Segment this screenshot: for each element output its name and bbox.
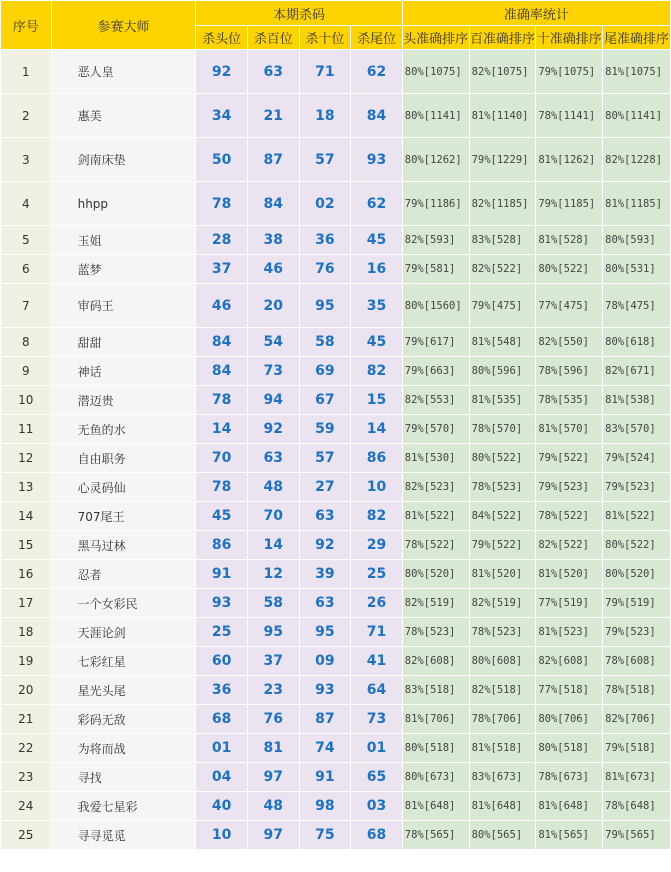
kill-hundreds: 97 [248, 763, 299, 791]
kill-tens: 63 [300, 589, 351, 617]
table-row [1, 386, 670, 414]
kill-hundreds: 73 [248, 357, 299, 385]
stat-tail: 81%[1075] [603, 50, 670, 93]
master-name: 审码王 [52, 284, 196, 327]
master-name: 寻找 [52, 763, 196, 791]
stat-hundreds: 80%[596] [470, 357, 536, 385]
stat-tail: 79%[523] [603, 618, 670, 646]
kill-hundreds: 21 [248, 94, 299, 137]
stat-head: 79%[581] [403, 255, 469, 283]
master-name: 星光头尾 [52, 676, 196, 704]
stat-tens: 81%[523] [536, 618, 602, 646]
kill-tens: 36 [300, 226, 351, 254]
stat-tens: 77%[518] [536, 676, 602, 704]
kill-tail: 10 [351, 473, 402, 501]
row-seq: 4 [1, 182, 51, 225]
kill-tail: 86 [351, 444, 402, 472]
row-seq: 8 [1, 328, 51, 356]
table-row [1, 284, 670, 327]
header-stat-tail: 尾准确排序 [603, 26, 670, 49]
stat-head: 82%[553] [403, 386, 469, 414]
stat-head: 78%[565] [403, 821, 469, 849]
row-seq: 14 [1, 502, 51, 530]
kill-hundreds: 54 [248, 328, 299, 356]
kill-tail: 29 [351, 531, 402, 559]
row-seq: 17 [1, 589, 51, 617]
kill-tens: 57 [300, 138, 351, 181]
header-stat-group: 准确率统计 [403, 1, 670, 25]
row-seq: 16 [1, 560, 51, 588]
header-stat-head: 头准确排序 [403, 26, 469, 49]
stat-hundreds: 82%[1185] [470, 182, 536, 225]
stat-tail: 78%[608] [603, 647, 670, 675]
kill-head: 14 [196, 415, 247, 443]
stat-tens: 77%[475] [536, 284, 602, 327]
table-row [1, 821, 670, 849]
kill-tens: 76 [300, 255, 351, 283]
kill-tail: 16 [351, 255, 402, 283]
stat-head: 79%[663] [403, 357, 469, 385]
kill-head: 01 [196, 734, 247, 762]
header-stat-tens: 十准确排序 [536, 26, 602, 49]
header-kill-tens: 杀十位 [300, 26, 351, 49]
table-row [1, 473, 670, 501]
table-row [1, 647, 670, 675]
stat-tens: 80%[706] [536, 705, 602, 733]
kill-head: 34 [196, 94, 247, 137]
kill-hundreds: 97 [248, 821, 299, 849]
master-name: 我爱七星彩 [52, 792, 196, 820]
stat-tail: 78%[518] [603, 676, 670, 704]
kill-head: 92 [196, 50, 247, 93]
master-name: 忍者 [52, 560, 196, 588]
stat-tens: 79%[523] [536, 473, 602, 501]
kill-tens: 59 [300, 415, 351, 443]
stat-tail: 79%[524] [603, 444, 670, 472]
stat-tens: 78%[1141] [536, 94, 602, 137]
stat-head: 82%[519] [403, 589, 469, 617]
kill-hundreds: 12 [248, 560, 299, 588]
stat-head: 80%[518] [403, 734, 469, 762]
header-seq: 序号 [1, 1, 51, 49]
table-row [1, 618, 670, 646]
kill-hundreds: 81 [248, 734, 299, 762]
kill-tail: 45 [351, 328, 402, 356]
stat-tens: 77%[519] [536, 589, 602, 617]
table-row [1, 705, 670, 733]
stat-tens: 78%[673] [536, 763, 602, 791]
kill-head: 28 [196, 226, 247, 254]
master-name: 甜甜 [52, 328, 196, 356]
stat-hundreds: 82%[519] [470, 589, 536, 617]
row-seq: 7 [1, 284, 51, 327]
table-row [1, 763, 670, 791]
kill-head: 68 [196, 705, 247, 733]
stat-head: 80%[1075] [403, 50, 469, 93]
stat-tail: 80%[1141] [603, 94, 670, 137]
master-name: 玉姐 [52, 226, 196, 254]
stat-tail: 80%[531] [603, 255, 670, 283]
stat-hundreds: 81%[518] [470, 734, 536, 762]
stat-tail: 81%[522] [603, 502, 670, 530]
table-row [1, 792, 670, 820]
stat-tail: 82%[671] [603, 357, 670, 385]
stat-tail: 79%[519] [603, 589, 670, 617]
table-row [1, 138, 670, 181]
stat-head: 83%[518] [403, 676, 469, 704]
stat-head: 80%[520] [403, 560, 469, 588]
kill-head: 50 [196, 138, 247, 181]
row-seq: 20 [1, 676, 51, 704]
master-name: 七彩红星 [52, 647, 196, 675]
row-seq: 22 [1, 734, 51, 762]
row-seq: 9 [1, 357, 51, 385]
row-seq: 19 [1, 647, 51, 675]
kill-tail: 45 [351, 226, 402, 254]
stat-tens: 79%[1075] [536, 50, 602, 93]
stat-head: 81%[706] [403, 705, 469, 733]
kill-head: 78 [196, 182, 247, 225]
kill-head: 93 [196, 589, 247, 617]
kill-tens: 92 [300, 531, 351, 559]
stat-hundreds: 83%[528] [470, 226, 536, 254]
kill-tail: 62 [351, 50, 402, 93]
kill-tail: 15 [351, 386, 402, 414]
table-row [1, 734, 670, 762]
stat-head: 81%[530] [403, 444, 469, 472]
stat-tail: 82%[1228] [603, 138, 670, 181]
kill-tail: 93 [351, 138, 402, 181]
master-name: 剑南床垫 [52, 138, 196, 181]
stat-tail: 79%[523] [603, 473, 670, 501]
kill-head: 91 [196, 560, 247, 588]
master-name: 一个女彩民 [52, 589, 196, 617]
kill-hundreds: 38 [248, 226, 299, 254]
stat-head: 81%[522] [403, 502, 469, 530]
kill-tens: 95 [300, 618, 351, 646]
kill-hundreds: 48 [248, 473, 299, 501]
stat-hundreds: 80%[522] [470, 444, 536, 472]
master-name: 彩码无敌 [52, 705, 196, 733]
kill-hundreds: 84 [248, 182, 299, 225]
kill-tail: 82 [351, 357, 402, 385]
stat-hundreds: 82%[518] [470, 676, 536, 704]
row-seq: 1 [1, 50, 51, 93]
kill-hundreds: 87 [248, 138, 299, 181]
kill-tens: 18 [300, 94, 351, 137]
table-row [1, 589, 670, 617]
stat-tens: 78%[596] [536, 357, 602, 385]
stat-tens: 80%[522] [536, 255, 602, 283]
kill-tens: 63 [300, 502, 351, 530]
table-row [1, 94, 670, 137]
kill-tail: 25 [351, 560, 402, 588]
kill-hundreds: 92 [248, 415, 299, 443]
master-name: 自由职务 [52, 444, 196, 472]
row-seq: 25 [1, 821, 51, 849]
kill-head: 10 [196, 821, 247, 849]
stat-hundreds: 82%[522] [470, 255, 536, 283]
kill-tens: 09 [300, 647, 351, 675]
row-seq: 13 [1, 473, 51, 501]
stat-hundreds: 79%[475] [470, 284, 536, 327]
stat-hundreds: 81%[520] [470, 560, 536, 588]
kill-hundreds: 48 [248, 792, 299, 820]
kill-tens: 39 [300, 560, 351, 588]
stat-tens: 81%[570] [536, 415, 602, 443]
stat-head: 80%[1141] [403, 94, 469, 137]
stat-tens: 82%[522] [536, 531, 602, 559]
row-seq: 21 [1, 705, 51, 733]
header-kill-group: 本期杀码 [196, 1, 401, 25]
stat-hundreds: 81%[548] [470, 328, 536, 356]
stat-tail: 81%[673] [603, 763, 670, 791]
stat-hundreds: 79%[1229] [470, 138, 536, 181]
kill-tens: 75 [300, 821, 351, 849]
table-row [1, 226, 670, 254]
stat-tens: 79%[522] [536, 444, 602, 472]
header-stat-hundreds: 百准确排序 [470, 26, 536, 49]
table-row [1, 182, 670, 225]
kill-tail: 62 [351, 182, 402, 225]
master-name: hhpp [52, 182, 196, 225]
kill-head: 46 [196, 284, 247, 327]
kill-head: 78 [196, 386, 247, 414]
kill-hundreds: 94 [248, 386, 299, 414]
stat-tens: 79%[1185] [536, 182, 602, 225]
kill-tail: 82 [351, 502, 402, 530]
stat-head: 82%[523] [403, 473, 469, 501]
kill-hundreds: 20 [248, 284, 299, 327]
kill-tail: 14 [351, 415, 402, 443]
stat-head: 81%[648] [403, 792, 469, 820]
stat-tail: 78%[475] [603, 284, 670, 327]
kill-hundreds: 76 [248, 705, 299, 733]
stat-tail: 80%[522] [603, 531, 670, 559]
kill-hundreds: 46 [248, 255, 299, 283]
kill-hundreds: 14 [248, 531, 299, 559]
master-name: 707尾王 [52, 502, 196, 530]
kill-tens: 57 [300, 444, 351, 472]
kill-tens: 58 [300, 328, 351, 356]
master-name: 心灵码仙 [52, 473, 196, 501]
kill-head: 60 [196, 647, 247, 675]
row-seq: 15 [1, 531, 51, 559]
stat-tail: 81%[1185] [603, 182, 670, 225]
master-name: 潜迈贵 [52, 386, 196, 414]
table-row [1, 357, 670, 385]
header-kill-hundreds: 杀百位 [248, 26, 299, 49]
table-row [1, 415, 670, 443]
stat-tail: 79%[518] [603, 734, 670, 762]
kill-tail: 84 [351, 94, 402, 137]
kill-tens: 91 [300, 763, 351, 791]
master-name: 天涯论剑 [52, 618, 196, 646]
kill-tens: 02 [300, 182, 351, 225]
stat-head: 82%[608] [403, 647, 469, 675]
kill-tens: 98 [300, 792, 351, 820]
stat-head: 79%[570] [403, 415, 469, 443]
master-name: 寻寻觅觅 [52, 821, 196, 849]
kill-tail: 68 [351, 821, 402, 849]
kill-tail: 01 [351, 734, 402, 762]
row-seq: 12 [1, 444, 51, 472]
stat-tens: 81%[648] [536, 792, 602, 820]
kill-tail: 64 [351, 676, 402, 704]
kill-head: 37 [196, 255, 247, 283]
kill-hundreds: 37 [248, 647, 299, 675]
kill-tens: 87 [300, 705, 351, 733]
kill-head: 84 [196, 328, 247, 356]
stat-tens: 78%[535] [536, 386, 602, 414]
kill-head: 40 [196, 792, 247, 820]
kill-hundreds: 63 [248, 50, 299, 93]
kill-tail: 41 [351, 647, 402, 675]
stat-tens: 80%[518] [536, 734, 602, 762]
kill-hundreds: 23 [248, 676, 299, 704]
stat-tail: 82%[706] [603, 705, 670, 733]
master-name: 无鱼的水 [52, 415, 196, 443]
kill-hundreds: 95 [248, 618, 299, 646]
stat-tail: 83%[570] [603, 415, 670, 443]
kill-hundreds: 58 [248, 589, 299, 617]
stat-head: 80%[1560] [403, 284, 469, 327]
kill-tens: 27 [300, 473, 351, 501]
table-row [1, 328, 670, 356]
kill-head: 86 [196, 531, 247, 559]
kill-tens: 69 [300, 357, 351, 385]
stat-tens: 81%[528] [536, 226, 602, 254]
kill-hundreds: 70 [248, 502, 299, 530]
stat-tens: 81%[1262] [536, 138, 602, 181]
stat-tens: 82%[608] [536, 647, 602, 675]
kill-tens: 71 [300, 50, 351, 93]
stat-hundreds: 82%[1075] [470, 50, 536, 93]
kill-head: 84 [196, 357, 247, 385]
stat-head: 79%[617] [403, 328, 469, 356]
header-kill-tail: 杀尾位 [351, 26, 402, 49]
stat-head: 78%[523] [403, 618, 469, 646]
kill-tens: 74 [300, 734, 351, 762]
master-name: 为将而战 [52, 734, 196, 762]
stat-hundreds: 78%[570] [470, 415, 536, 443]
kill-tail: 65 [351, 763, 402, 791]
stat-tail: 81%[538] [603, 386, 670, 414]
kill-head: 36 [196, 676, 247, 704]
master-name: 黑马过林 [52, 531, 196, 559]
stat-hundreds: 84%[522] [470, 502, 536, 530]
stat-hundreds: 83%[673] [470, 763, 536, 791]
kill-tail: 71 [351, 618, 402, 646]
row-seq: 5 [1, 226, 51, 254]
stat-hundreds: 78%[523] [470, 618, 536, 646]
kill-tens: 95 [300, 284, 351, 327]
kill-head: 70 [196, 444, 247, 472]
row-seq: 18 [1, 618, 51, 646]
stat-hundreds: 80%[608] [470, 647, 536, 675]
stat-tail: 80%[618] [603, 328, 670, 356]
master-name: 神话 [52, 357, 196, 385]
stat-hundreds: 78%[523] [470, 473, 536, 501]
kill-tens: 93 [300, 676, 351, 704]
kill-hundreds: 63 [248, 444, 299, 472]
stat-head: 78%[522] [403, 531, 469, 559]
stat-tail: 79%[565] [603, 821, 670, 849]
stat-head: 80%[1262] [403, 138, 469, 181]
master-name: 恶人皇 [52, 50, 196, 93]
stat-head: 82%[593] [403, 226, 469, 254]
stat-hundreds: 81%[1140] [470, 94, 536, 137]
stat-head: 80%[673] [403, 763, 469, 791]
table-body [1, 50, 670, 849]
stat-hundreds: 79%[522] [470, 531, 536, 559]
kill-tail: 35 [351, 284, 402, 327]
stat-tail: 78%[648] [603, 792, 670, 820]
kill-head: 78 [196, 473, 247, 501]
row-seq: 11 [1, 415, 51, 443]
kill-tail: 73 [351, 705, 402, 733]
table-row [1, 255, 670, 283]
table-row [1, 676, 670, 704]
row-seq: 23 [1, 763, 51, 791]
stat-tens: 81%[520] [536, 560, 602, 588]
stat-head: 79%[1186] [403, 182, 469, 225]
header-master: 参赛大师 [52, 1, 196, 49]
master-name: 惠美 [52, 94, 196, 137]
row-seq: 24 [1, 792, 51, 820]
row-seq: 6 [1, 255, 51, 283]
stat-hundreds: 80%[565] [470, 821, 536, 849]
header-kill-head: 杀头位 [196, 26, 247, 49]
row-seq: 2 [1, 94, 51, 137]
kill-tens: 67 [300, 386, 351, 414]
stat-hundreds: 78%[706] [470, 705, 536, 733]
kill-tail: 26 [351, 589, 402, 617]
stat-tens: 82%[550] [536, 328, 602, 356]
stat-tens: 81%[565] [536, 821, 602, 849]
table-row [1, 444, 670, 472]
kill-tail: 03 [351, 792, 402, 820]
stat-tens: 78%[522] [536, 502, 602, 530]
stat-tail: 80%[593] [603, 226, 670, 254]
row-seq: 3 [1, 138, 51, 181]
row-seq: 10 [1, 386, 51, 414]
table-row [1, 50, 670, 93]
kill-head: 25 [196, 618, 247, 646]
kill-head: 45 [196, 502, 247, 530]
stat-hundreds: 81%[535] [470, 386, 536, 414]
table-row [1, 502, 670, 530]
table-row [1, 560, 670, 588]
stat-hundreds: 81%[648] [470, 792, 536, 820]
stat-tail: 80%[520] [603, 560, 670, 588]
master-name: 蓝梦 [52, 255, 196, 283]
kill-head: 04 [196, 763, 247, 791]
table-row [1, 531, 670, 559]
